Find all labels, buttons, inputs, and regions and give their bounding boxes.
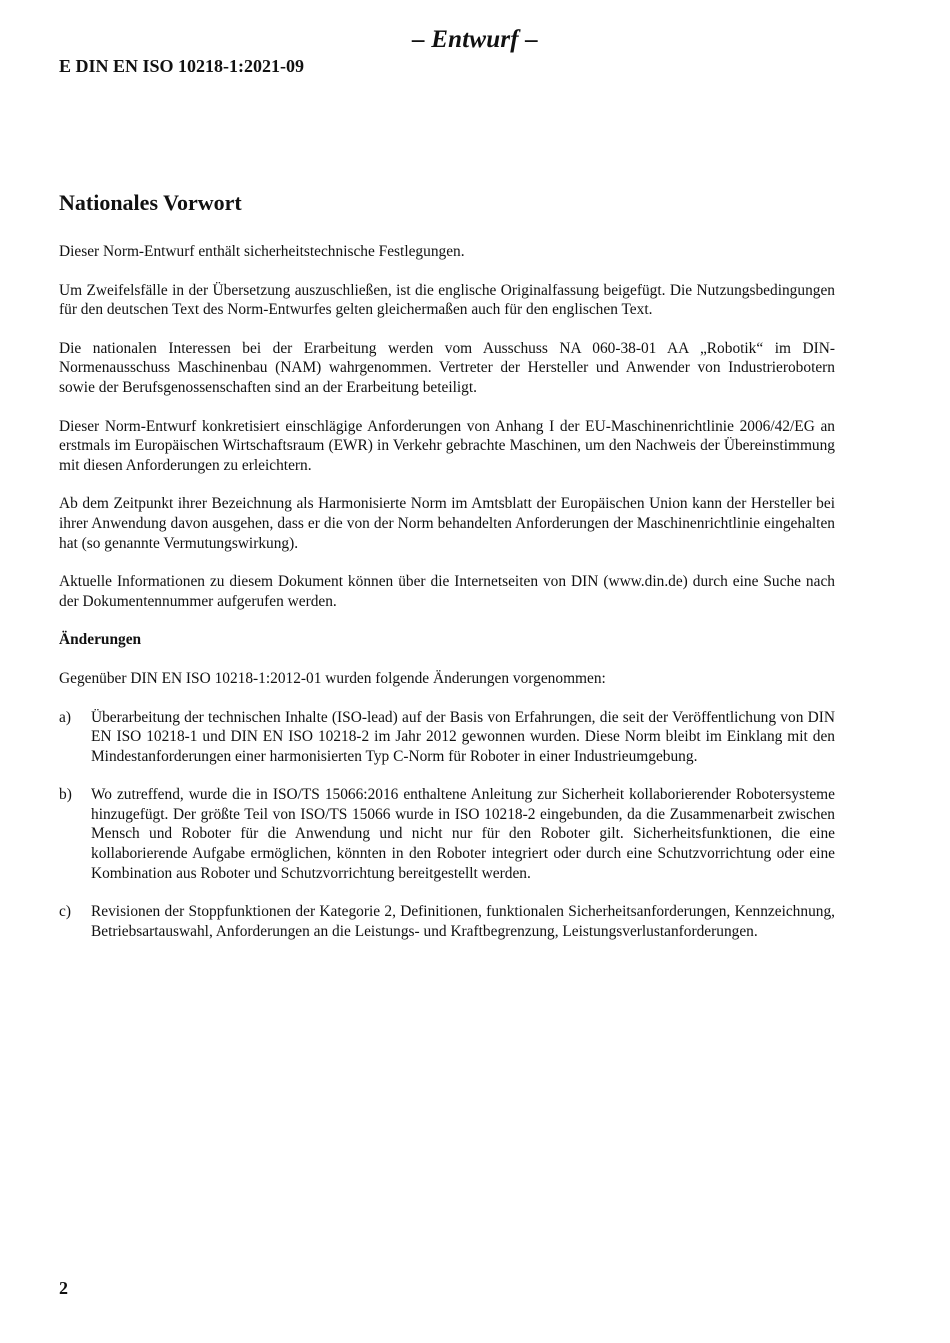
changes-list xyxy=(59,708,835,942)
list-item-text: Überarbeitung der technischen Inhalte (ISO-lead) auf der Basis von Erfahrungen, die seit der Veröffentlichung von DIN EN ISO 10218-1 und DIN EN ISO 10218-2 im Jahr 2012 gewonnen wurden. Diese Norm bleibt im Einklang mit den Mindestanforderungen einer harmonisierten Typ C-Norm für Roboter in einer Industrieumgebung. xyxy=(91,708,835,765)
foreword-paragraph-5: Ab dem Zeitpunkt ihrer Bezeichnung als Harmonisierte Norm im Amtsblatt der Europäischen Union kann der Hersteller bei ihrer Anwendung davon ausgehen, dass er die von der Norm behandelten Anforderungen der Maschinenrichtlinie eingehalten hat (so genannte Vermutungswirkung). xyxy=(59,495,835,552)
foreword-paragraph-6: Aktuelle Informationen zu diesem Dokument können über die Internetseiten von DIN (www.din.de) durch eine Suche nach der Dokumentennummer aufgerufen werden. xyxy=(59,573,835,610)
changes-heading: Änderungen xyxy=(59,631,142,649)
foreword-paragraph-2: Um Zweifelsfälle in der Übersetzung auszuschließen, ist die englische Originalfassung beigefügt. Die Nutzungsbedingungen für den deutschen Text des Norm-Entwurfes gelten gleichermaßen auch für den englischen Text. xyxy=(59,281,835,319)
draft-mark: – Entwurf – xyxy=(412,26,538,53)
list-item-marker: c) xyxy=(59,903,71,921)
foreword-paragraph-3: Die nationalen Interessen bei der Erarbeitung werden vom Ausschuss NA 060-38-01 AA „Robotik“ im DIN-Normenausschuss Maschinenbau (NAM) wahrgenommen. Vertreter der Hersteller und Anwender von Industrierobotern sowie der Berufsgenossenschaften sind an der Erarbeitung beteiligt. xyxy=(59,339,835,396)
list-item-text: Wo zutreffend, wurde die in ISO/TS 15066:2016 enthaltene Anleitung zur Sicherheit kollaborierender Robotersysteme hinzugefügt. Der größte Teil von ISO/TS 15066 wurde in ISO 10218-2 eingebunden, da die Zusammenarbeit zwischen Mensch und Roboter für die Anwendung und nicht nur für den Roboter gilt. Sicherheitsfunktionen, die eine kollaborierende Aufgabe ermöglichen, könnten in den Roboter integriert oder durch eine Schutzvorrichtung oder eine Kombination aus Roboter und Schutzvorrichtung bereitgestellt werden. xyxy=(91,786,835,882)
foreword-paragraph-4: Dieser Norm-Entwurf konkretisiert einschlägige Anforderungen von Anhang I der EU-Maschinenrichtlinie 2006/42/EG an erstmals im Europäischen Wirtschaftsraum (EWR) in Verkehr gebrachte Maschinen, um den Nachweis der Übereinstimmung mit diesen Anforderungen zu erleichtern. xyxy=(59,417,835,474)
foreword-paragraph-1: Dieser Norm-Entwurf enthält sicherheitstechnische Festlegungen. xyxy=(59,243,465,260)
list-item xyxy=(59,708,835,767)
page-number: 2 xyxy=(59,1278,68,1298)
list-item xyxy=(59,902,835,941)
page-title: Nationales Vorwort xyxy=(59,190,242,215)
changes-intro: Gegenüber DIN EN ISO 10218-1:2012-01 wurden folgende Änderungen vorgenommen: xyxy=(59,669,606,687)
list-item xyxy=(59,785,835,883)
list-item-marker: a) xyxy=(59,708,71,726)
document-id: E DIN EN ISO 10218-1:2021-09 xyxy=(59,56,305,76)
list-item-text: Revisionen der Stoppfunktionen der Kategorie 2, Definitionen, funktionalen Sicherheitsanforderungen, Kennzeichnung, Betriebsartauswahl, Anforderungen an die Leistungs- und Kraftbegrenzung, Leistungsverlustanforderungen. xyxy=(91,903,835,940)
page-content xyxy=(59,188,835,960)
list-item-marker: b) xyxy=(59,786,72,804)
